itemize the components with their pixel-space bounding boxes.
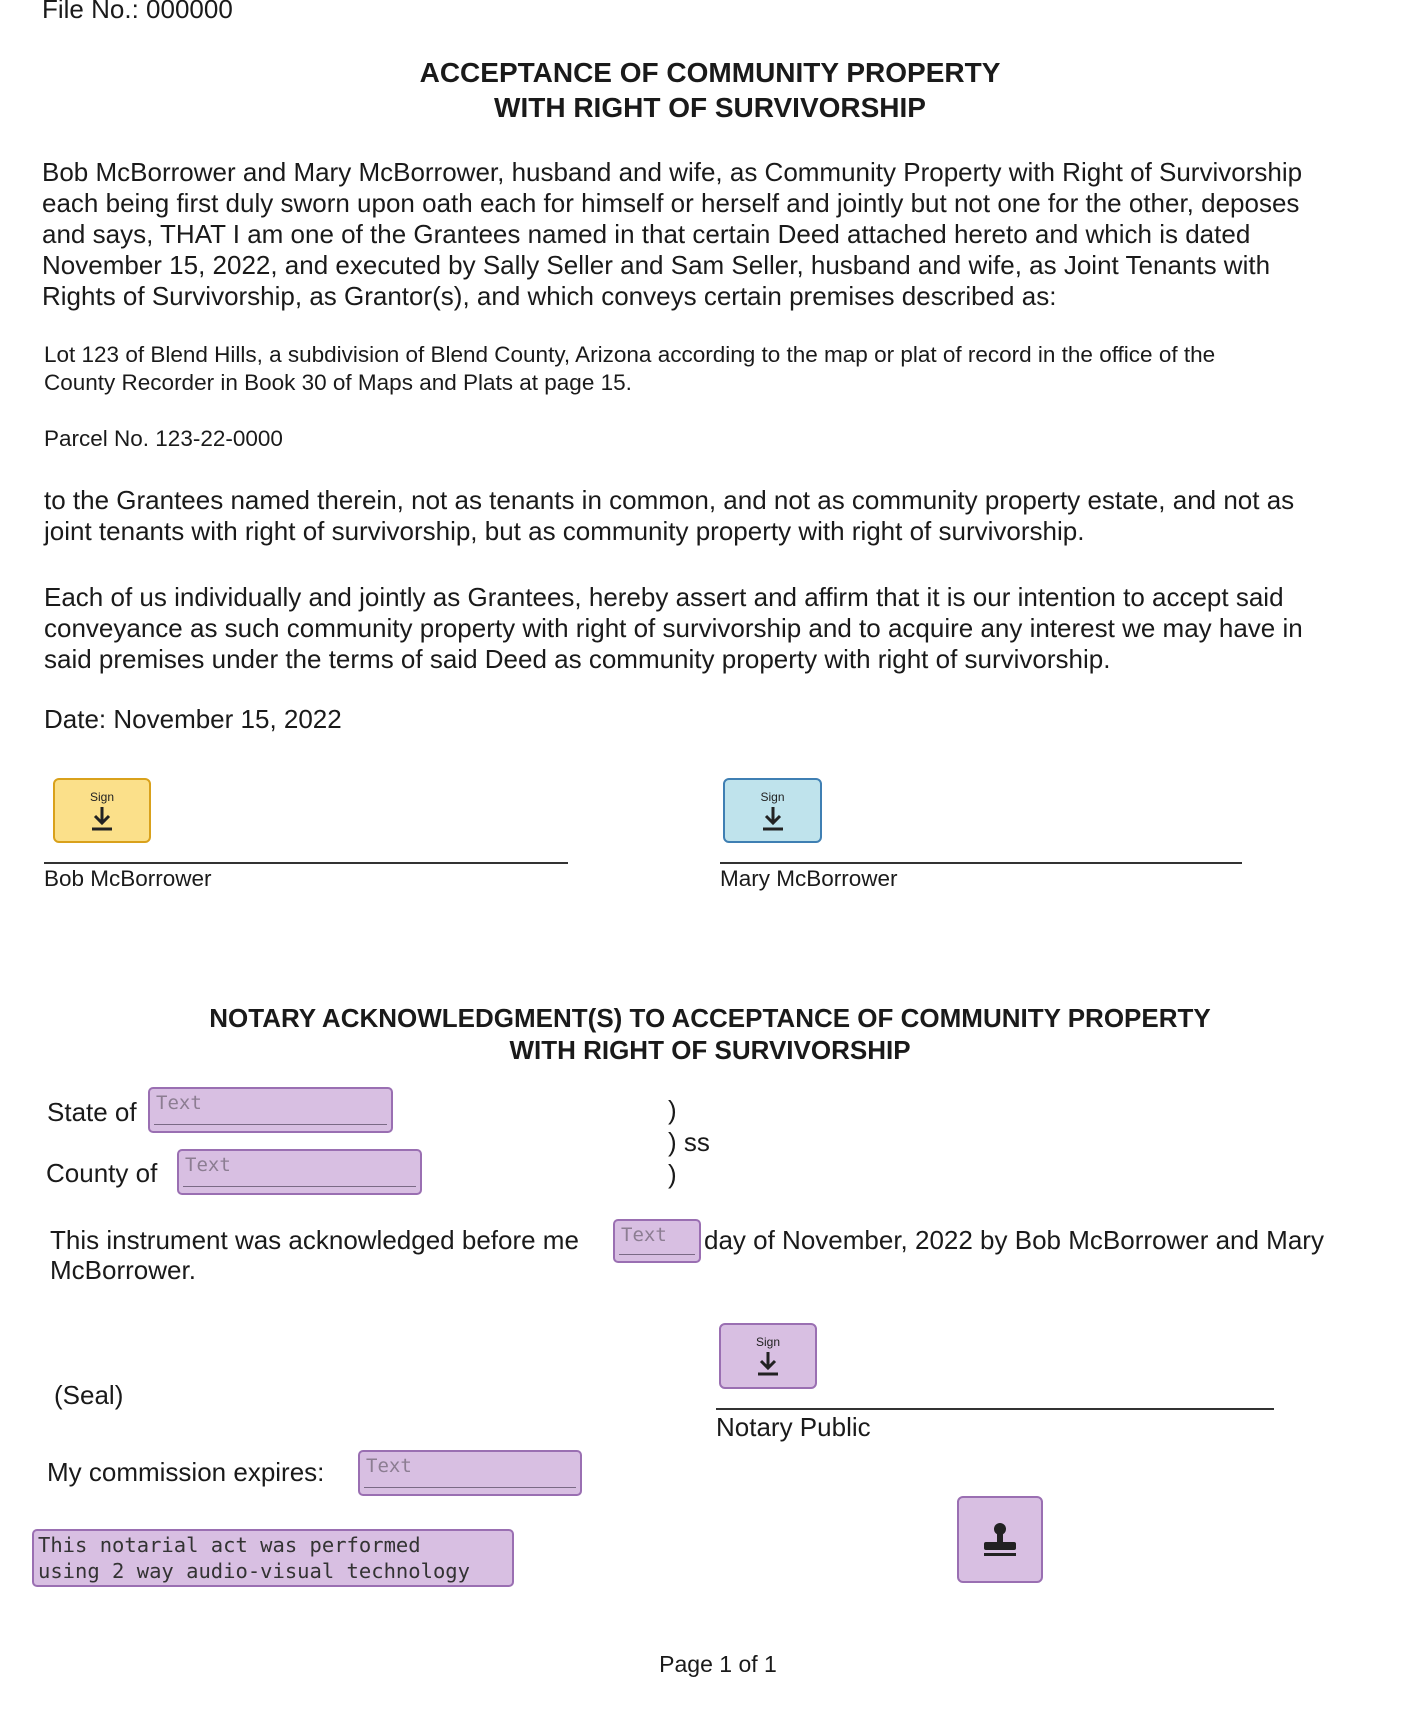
grantees-line: joint tenants with right of survivorship, but as community property with right of survivorship. (44, 516, 1085, 546)
file-number: File No.: 000000 (42, 0, 233, 24)
sign-label: Sign (760, 789, 785, 804)
document-title (0, 55, 1420, 125)
signer-name-bob: Bob McBorrower (44, 866, 212, 891)
download-arrow-icon (760, 804, 786, 832)
signer-name-mary: Mary McBorrower (720, 866, 898, 891)
acknowledgment-after: day of November, 2022 by Bob McBorrower and Mary (704, 1225, 1324, 1255)
page-number: Page 1 of 1 (659, 1651, 777, 1677)
affirm-line: Each of us individually and jointly as Grantees, hereby assert and affirm that it is our intention to accept said (44, 582, 1284, 612)
day-placeholder: Text (621, 1224, 667, 1246)
intro-line: November 15, 2022, and executed by Sally Seller and Sam Seller, husband and wife, as Joint Tenants with (42, 250, 1271, 280)
venue-ss: ) ss (668, 1127, 710, 1157)
county-input[interactable] (177, 1149, 422, 1195)
sign-label: Sign (89, 789, 115, 804)
county-placeholder: Text (185, 1154, 231, 1176)
intro-line: Bob McBorrower and Mary McBorrower, husband and wife, as Community Property with Right of Survivorship (42, 157, 1303, 187)
state-placeholder: Text (156, 1092, 202, 1114)
download-arrow-icon (89, 804, 115, 832)
notary-public-label: Notary Public (716, 1412, 871, 1442)
seal-label: (Seal) (54, 1380, 124, 1410)
field-underline (364, 1487, 576, 1488)
intro-line: Rights of Survivorship, as Grantor(s), and which conveys certain premises described as: (42, 281, 1057, 311)
affirm-line: conveyance as such community property with right of survivorship and to acquire any interest we may have in (44, 613, 1303, 643)
field-underline (183, 1186, 416, 1187)
document-title-line1: ACCEPTANCE OF COMMUNITY PROPERTY (419, 57, 1001, 88)
state-label: State of (47, 1097, 137, 1127)
parcel-number: Parcel No. 123-22-0000 (44, 426, 283, 451)
legal-description (44, 341, 1215, 397)
sign-label: Sign (755, 1335, 781, 1349)
venue-paren: ) (668, 1159, 677, 1189)
download-arrow-icon (755, 1349, 781, 1377)
notary-title (0, 1002, 1420, 1066)
commission-placeholder: Text (366, 1455, 412, 1477)
av-technology-note[interactable]: This notarial act was performed using 2 way audio-visual technology (32, 1529, 514, 1587)
county-label: County of (46, 1158, 158, 1188)
venue-paren: ) (668, 1095, 677, 1125)
notary-title-line2: WITH RIGHT OF SURVIVORSHIP (509, 1035, 911, 1065)
day-input[interactable] (613, 1219, 701, 1263)
notary-sign-button[interactable] (719, 1323, 817, 1389)
grantees-line: to the Grantees named therein, not as tenants in common, and not as community property estate, and not as (44, 485, 1295, 515)
field-underline (619, 1254, 695, 1255)
intro-line: each being first duly sworn upon oath each for himself or herself and jointly but not one for the other, deposes (42, 188, 1300, 218)
legal-line: Lot 123 of Blend Hills, a subdivision of Blend County, Arizona according to the map or plat of record in the office of the (44, 342, 1216, 367)
intro-line: and says, THAT I am one of the Grantees named in that certain Deed attached hereto and which is dated (42, 219, 1251, 249)
notary-stamp-button[interactable] (957, 1496, 1043, 1583)
date-line: Date: November 15, 2022 (44, 704, 342, 734)
bob-sign-button[interactable] (53, 778, 151, 843)
signature-line (716, 1408, 1274, 1410)
signature-line (44, 862, 568, 864)
grantees-paragraph (44, 485, 1294, 547)
signature-line (720, 862, 1242, 864)
mary-sign-button[interactable] (723, 778, 822, 843)
document-title-line2: WITH RIGHT OF SURVIVORSHIP (494, 92, 926, 123)
intro-paragraph (42, 157, 1302, 312)
commission-label: My commission expires: (47, 1457, 325, 1487)
notary-title-line1: NOTARY ACKNOWLEDGMENT(S) TO ACCEPTANCE OF COMMUNITY PROPERTY (209, 1003, 1211, 1033)
state-input[interactable] (148, 1087, 393, 1133)
affirm-line: said premises under the terms of said Deed as community property with right of survivorship. (44, 644, 1111, 674)
acknowledgment-line2: McBorrower. (50, 1255, 196, 1285)
affirm-paragraph (44, 582, 1303, 675)
acknowledgment-before: This instrument was acknowledged before me (50, 1225, 579, 1255)
field-underline (154, 1124, 387, 1125)
legal-line: County Recorder in Book 30 of Maps and Plats at page 15. (44, 370, 632, 395)
commission-input[interactable] (358, 1450, 582, 1496)
stamp-icon (978, 1518, 1022, 1562)
